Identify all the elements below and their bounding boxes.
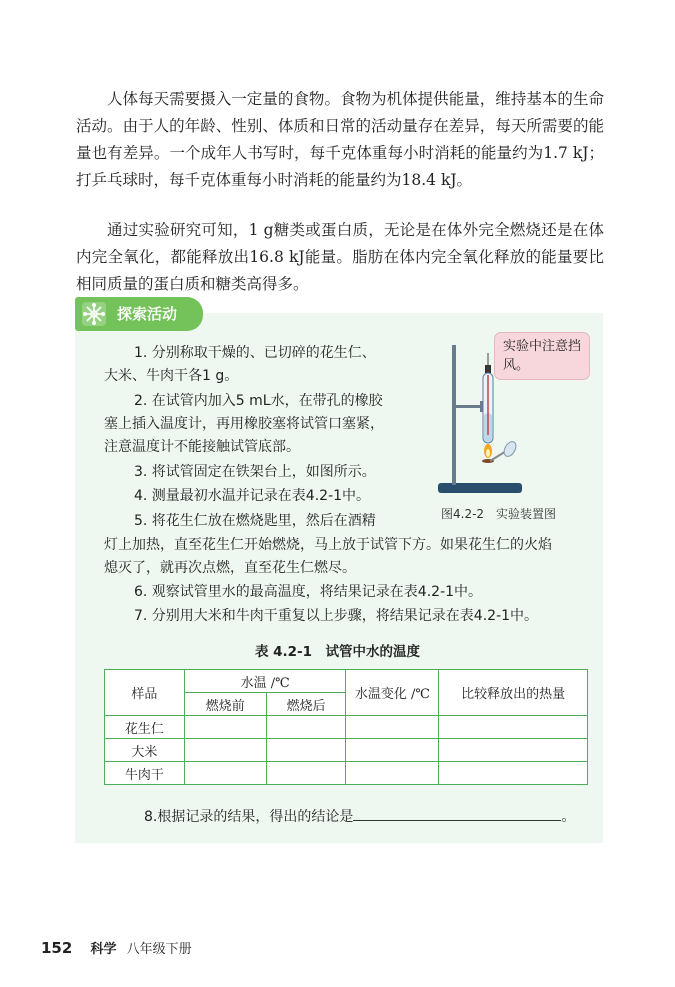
row-label: 大米 bbox=[105, 739, 185, 762]
empty-cell[interactable] bbox=[184, 739, 266, 762]
molecule-icon bbox=[79, 299, 109, 329]
activity-title: 探索活动 bbox=[117, 305, 178, 323]
step-2-line-2: 塞上插入温度计，再用橡胶塞将试管口塞紧， bbox=[104, 416, 384, 432]
table-row bbox=[105, 739, 588, 762]
table-row bbox=[105, 716, 588, 739]
intro-paragraph-2: 通过实验研究可知，1 g糖类或蛋白质，无论是在体外完全燃烧还是在体内完全氧化，都能释放出16.8 kJ能量。脂肪在体内完全氧化释放的能量要比相同质量的蛋白质和糖类高得多。 bbox=[76, 221, 604, 293]
header-after: 燃烧后 bbox=[266, 693, 346, 716]
header-change: 水温变化 /℃ bbox=[346, 670, 439, 716]
table-row bbox=[105, 762, 588, 785]
header-sample: 样品 bbox=[105, 670, 185, 716]
figure-caption: 图4.2-2 实验装置图 bbox=[441, 507, 557, 521]
empty-cell[interactable] bbox=[266, 739, 346, 762]
step-2-line-3: 注意温度计不能接触试管底部。 bbox=[104, 439, 300, 455]
header-before: 燃烧前 bbox=[184, 693, 266, 716]
conclusion-end: 。 bbox=[561, 809, 576, 825]
empty-cell[interactable] bbox=[439, 716, 588, 739]
page-number: 152 bbox=[41, 939, 73, 957]
step-5-line-1: 5. 将花生仁放在燃烧匙里，然后在酒精 bbox=[134, 513, 376, 529]
step-5-line-2: 灯上加热，直至花生仁开始燃烧，马上放于试管下方。如果花生仁的火焰 bbox=[104, 537, 552, 553]
empty-cell[interactable] bbox=[346, 739, 439, 762]
row-label: 牛肉干 bbox=[105, 762, 185, 785]
row-label: 花生仁 bbox=[105, 716, 185, 739]
step-1-line-1: 1. 分别称取干燥的、已切碎的花生仁、 bbox=[134, 345, 376, 361]
conclusion-blank[interactable] bbox=[353, 806, 561, 821]
empty-cell[interactable] bbox=[266, 762, 346, 785]
empty-cell[interactable] bbox=[266, 716, 346, 739]
empty-cell[interactable] bbox=[439, 762, 588, 785]
table-title: 表 4.2-1 试管中水的温度 bbox=[254, 644, 421, 660]
empty-cell[interactable] bbox=[184, 716, 266, 739]
step-4: 4. 测量最初水温并记录在表4.2-1中。 bbox=[134, 488, 371, 504]
empty-cell[interactable] bbox=[346, 762, 439, 785]
conclusion-prompt: 8.根据记录的结果，得出的结论是 bbox=[144, 809, 354, 825]
empty-cell[interactable] bbox=[184, 762, 266, 785]
temperature-table bbox=[104, 669, 588, 785]
subject-label: 科学 bbox=[90, 942, 117, 957]
step-7: 7. 分别用大米和牛肉干重复以上步骤，将结果记录在表4.2-1中。 bbox=[134, 608, 539, 624]
step-6: 6. 观察试管里水的最高温度，将结果记录在表4.2-1中。 bbox=[134, 584, 483, 600]
empty-cell[interactable] bbox=[346, 716, 439, 739]
activity-badge bbox=[75, 297, 203, 331]
apparatus-illustration bbox=[430, 335, 530, 500]
intro-paragraph-1: 人体每天需要摄入一定量的食物。食物为机体提供能量，维持基本的生命活动。由于人的年龄、性别、体质和日常的活动量存在差异，每天所需要的能量也有差异。一个成年人书写时，每千克体重每小时消耗的能量约为1.7 kJ；打乒乓球时，每千克体重每小时消耗的能量约为18.4 kJ。 bbox=[76, 90, 604, 189]
empty-cell[interactable] bbox=[439, 739, 588, 762]
step-3: 3. 将试管固定在铁架台上，如图所示。 bbox=[134, 464, 376, 480]
step-1-line-2: 大米、牛肉干各1 g。 bbox=[104, 368, 239, 384]
header-heat: 比较释放出的热量 bbox=[439, 670, 588, 716]
step-5-line-3: 熄灭了，就再次点燃，直至花生仁燃尽。 bbox=[104, 560, 356, 576]
grade-label: 八年级下册 bbox=[126, 942, 192, 957]
step-2-line-1: 2. 在试管内加入5 mL水，在带孔的橡胶 bbox=[134, 393, 383, 409]
header-water-temp: 水温 /℃ bbox=[184, 670, 346, 693]
page-footer bbox=[41, 938, 192, 957]
conclusion-line bbox=[144, 806, 575, 826]
caution-note: 实验中注意挡风。 bbox=[494, 332, 590, 380]
